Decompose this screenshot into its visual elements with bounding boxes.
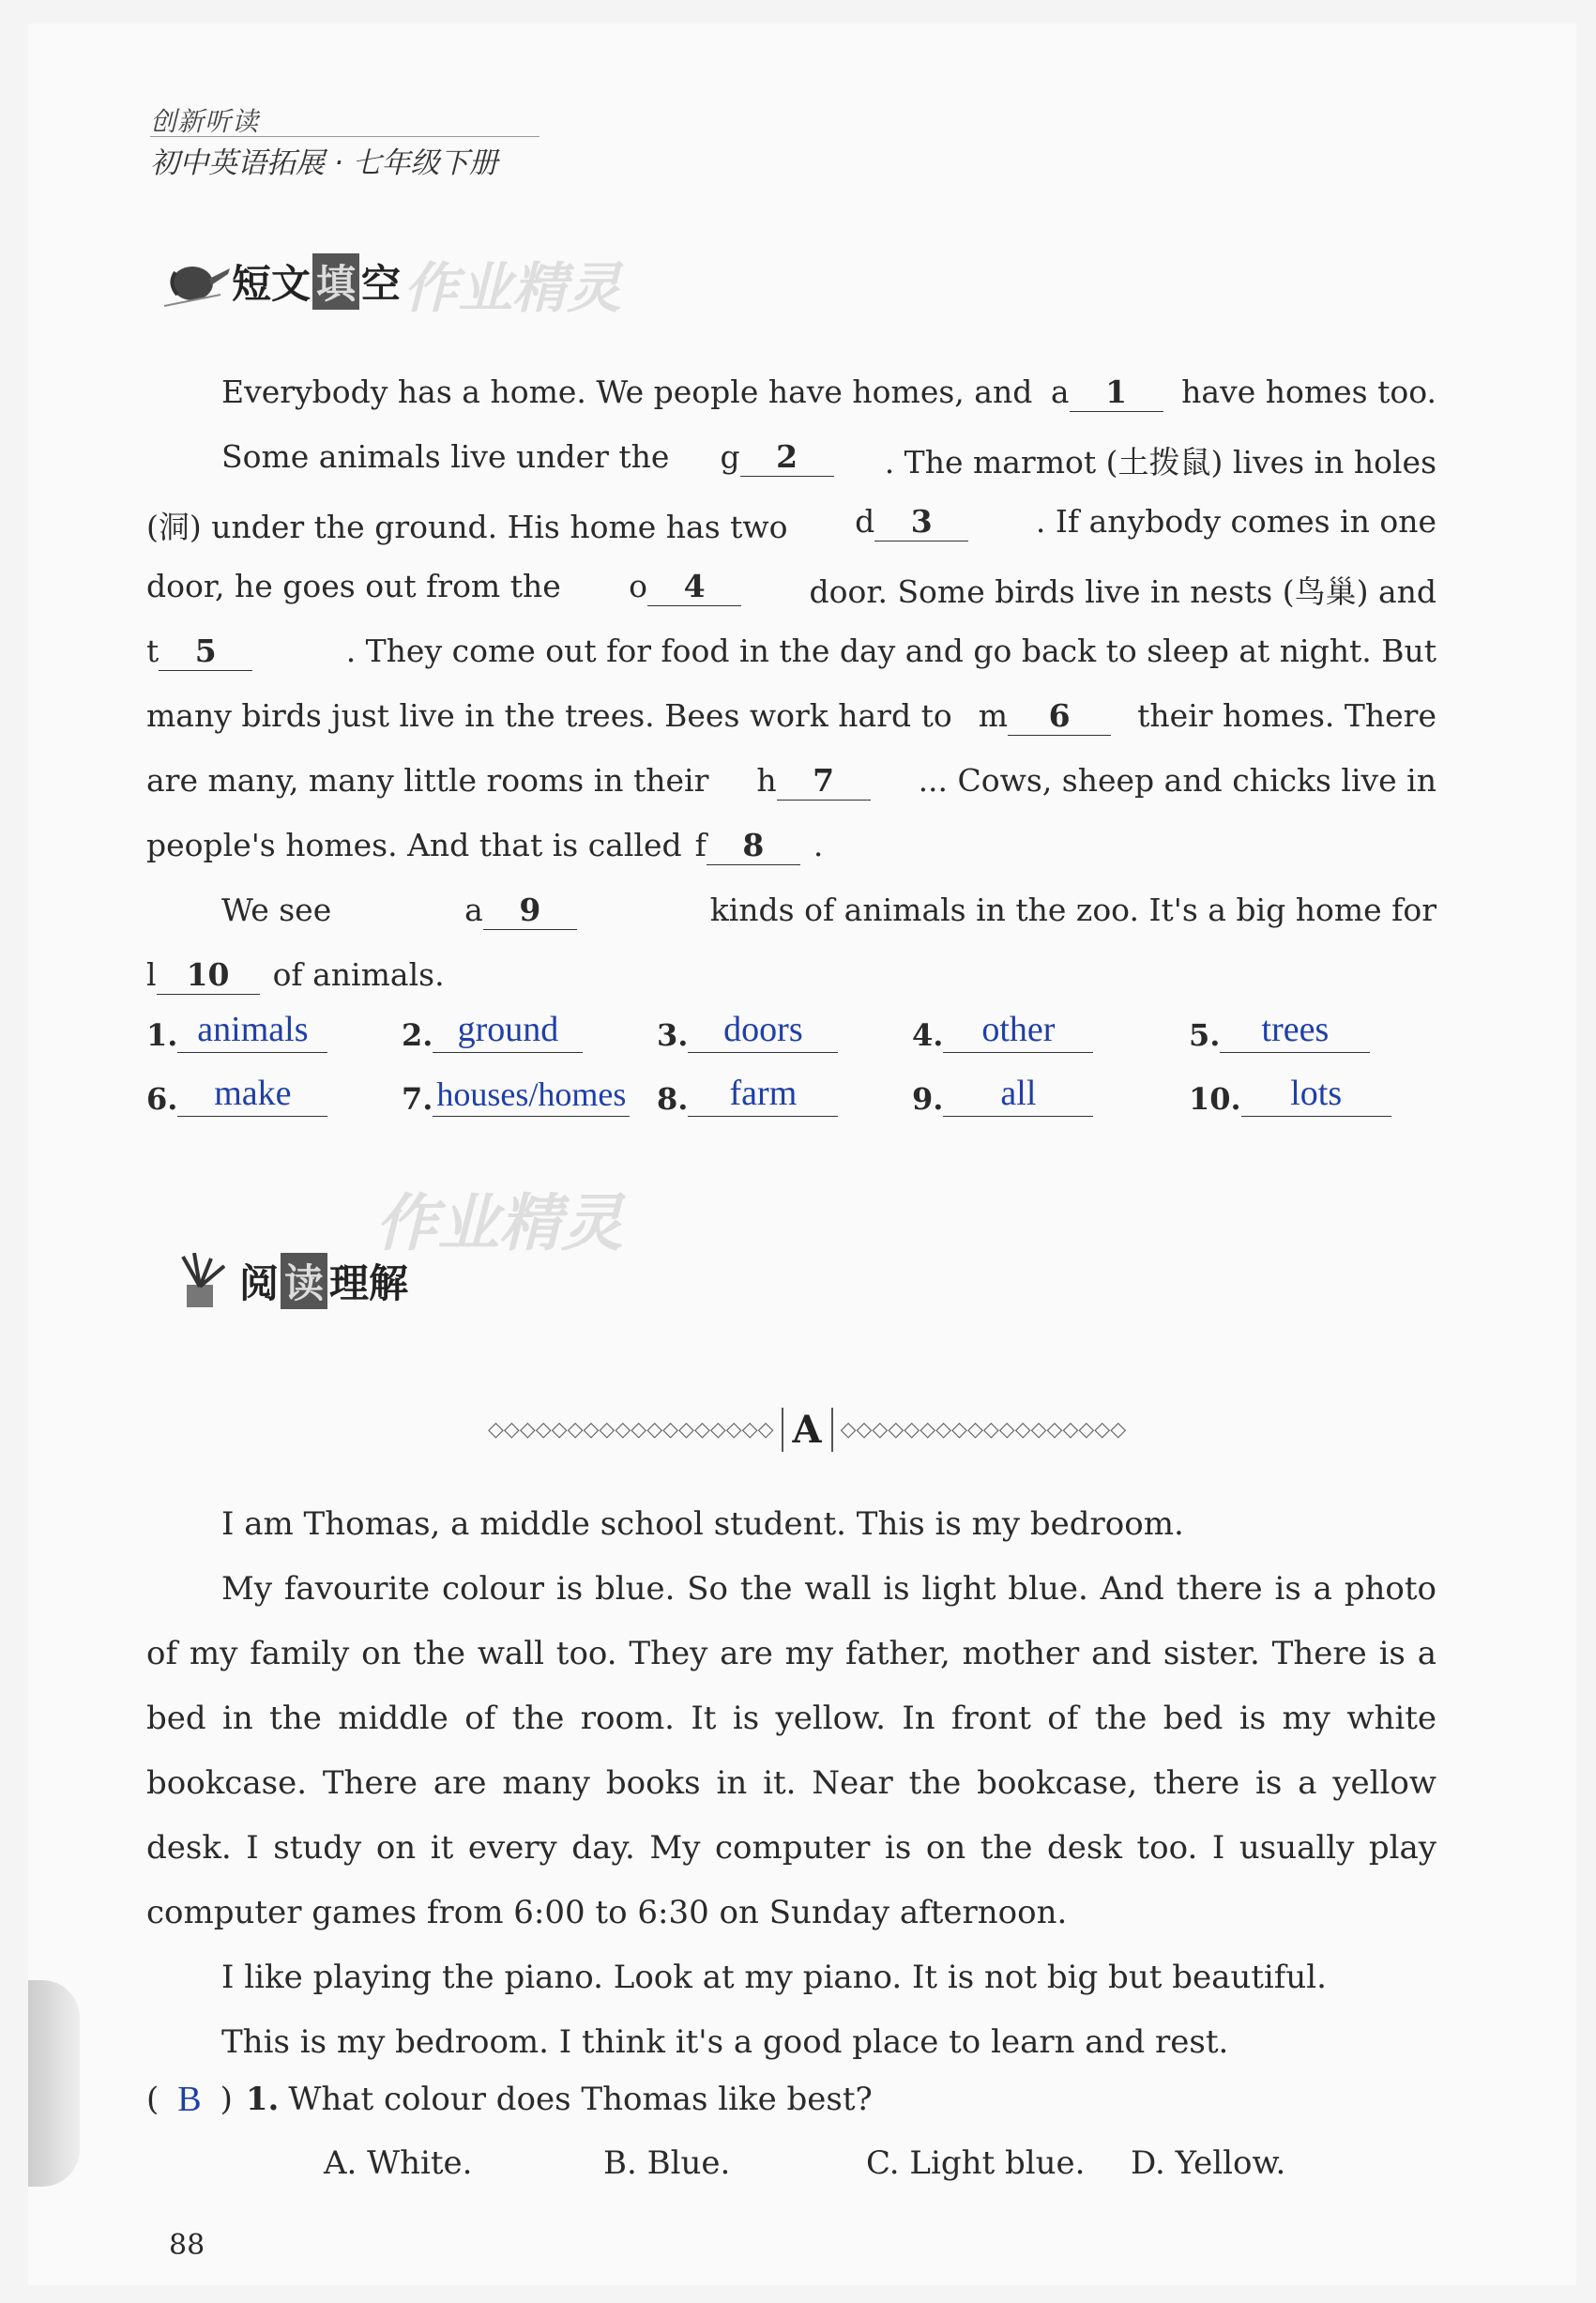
- page-number: 88: [169, 2229, 205, 2262]
- cloze-line-3: (洞) under the ground. His home has two d 3 . If anybody comes in one: [146, 503, 1436, 545]
- answer-2: 2. ground: [402, 1009, 657, 1053]
- answer-8: 8. farm: [657, 1073, 912, 1117]
- book-subtitle: 初中英语拓展 · 七年级下册: [150, 136, 540, 181]
- answer-3: 3. doors: [657, 1009, 912, 1053]
- blank-2: 2: [740, 438, 834, 477]
- option-a: A. White.: [324, 2144, 473, 2182]
- answer-7: 7. houses/homes: [402, 1073, 657, 1117]
- cloze-line-9: We see a 9 kinds of animals in the zoo. It's a big home for: [221, 892, 1436, 928]
- cloze-line-1: Everybody has a home. We people have homes, and a 1 have homes too.: [221, 374, 1436, 410]
- passage-divider: [488, 1408, 1126, 1452]
- diamond-ornament-right: ◇◇◇◇◇◇◇◇◇◇◇◇◇◇◇◇◇◇: [840, 1418, 1127, 1441]
- blank-4: 4: [647, 568, 741, 606]
- plant-icon: [174, 1253, 239, 1309]
- diamond-ornament-left: ◇◇◇◇◇◇◇◇◇◇◇◇◇◇◇◇◇◇: [488, 1418, 774, 1441]
- cloze-line-4: door, he goes out from the o 4 door. Some birds live in nests (鸟巢) and: [146, 568, 1436, 610]
- cloze-line-6: many birds just live in the trees. Bees work hard to m 6 their homes. There: [146, 697, 1436, 734]
- blank-1: 1: [1070, 374, 1163, 412]
- margin-decoration: [28, 1980, 80, 2187]
- answer-9: 9. all: [912, 1073, 1189, 1117]
- answer-5: 5. trees: [1189, 1009, 1370, 1053]
- cloze-line-5: t 5 . They come out for food in the day and go back to sleep at night. But: [146, 633, 1436, 669]
- section-heading-cloze: [164, 253, 401, 310]
- question-1-answer: B: [177, 2080, 202, 2119]
- answer-6: 6. make: [146, 1073, 402, 1117]
- watering-can-icon: [164, 255, 232, 308]
- series-title: 创新听读: [150, 106, 260, 137]
- heading-text-b: 填: [312, 253, 359, 310]
- watermark-2: 作业精灵: [375, 1187, 623, 1259]
- blank-9: 9: [483, 892, 577, 930]
- heading-text-a: 阅: [239, 1260, 280, 1306]
- blank-8: 8: [707, 827, 800, 865]
- cloze-line-8: people's homes. And that is called f 8 .: [146, 827, 824, 863]
- cloze-line-10: l 10 of animals.: [146, 956, 445, 993]
- answer-row-1: [146, 1009, 1370, 1053]
- cloze-line-2: Some animals live under the g 2 . The marmot (土拨鼠) lives in holes: [221, 438, 1436, 480]
- blank-5: 5: [159, 633, 252, 671]
- blank-3: 3: [874, 503, 968, 541]
- reading-para-2: My favourite colour is blue. So the wall is light blue. And there is a photo of my family on the wall too. They are my father, mother and sister. There is a bed in the middle of the room. It is yellow. In front of the bed is my white bookcase. There are many books in it. Near the bookcase, there is a yellow desk. I study on it every day. My computer is on the desk too. I usually play computer games from 6:00 to 6:30 on Sunday afternoon.: [146, 1570, 1436, 1931]
- heading-text-c: 空: [361, 261, 402, 307]
- passage-label: A: [782, 1408, 833, 1452]
- answer-4: 4. other: [912, 1009, 1189, 1053]
- reading-para-3: I like playing the piano. Look at my piano. It is not big but beautiful.: [221, 1959, 1327, 1996]
- blank-6: 6: [1008, 697, 1111, 736]
- answer-1: 1. animals: [146, 1009, 402, 1053]
- reading-para-1: I am Thomas, a middle school student. This is my bedroom.: [221, 1505, 1184, 1543]
- watermark: 作业精灵: [403, 256, 622, 320]
- option-b: B. Blue.: [603, 2144, 731, 2182]
- blank-7: 7: [777, 762, 871, 801]
- answer-row-2: [146, 1073, 1391, 1117]
- cloze-line-7: are many, many little rooms in their h 7 ... Cows, sheep and chicks live in: [146, 762, 1436, 799]
- reading-para-4: This is my bedroom. I think it's a good place to learn and rest.: [221, 2023, 1229, 2061]
- question-1: ( B ) 1. What colour does Thomas like best?: [146, 2080, 873, 2119]
- blank-10: 10: [157, 956, 260, 995]
- heading-text-a: 短文: [232, 261, 312, 307]
- heading-text-b: 读: [281, 1253, 327, 1309]
- answer-10: 10. lots: [1189, 1073, 1391, 1117]
- option-d: D. Yellow.: [1131, 2144, 1286, 2182]
- section-heading-reading: [174, 1253, 408, 1309]
- heading-text-c: 理解: [329, 1260, 409, 1306]
- option-c: C. Light blue.: [866, 2144, 1086, 2182]
